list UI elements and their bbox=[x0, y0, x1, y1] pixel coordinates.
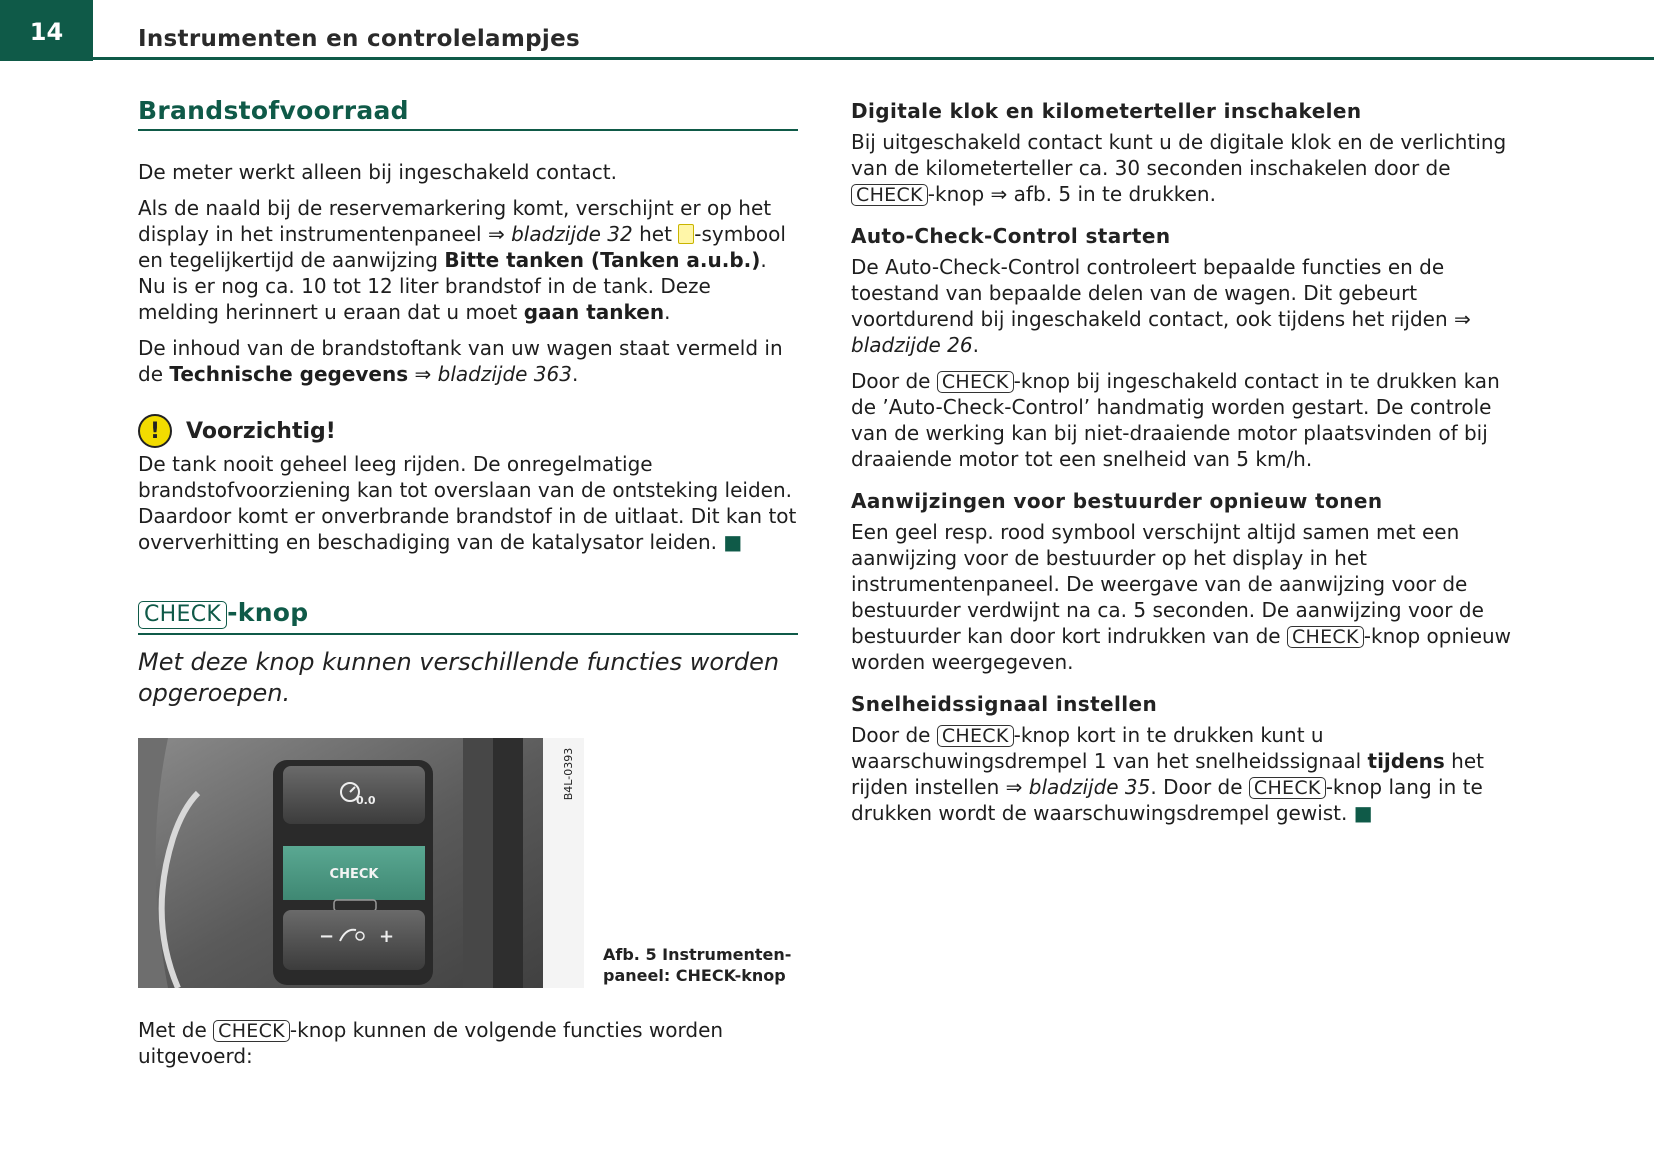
text: . Nu is er nog ca. 10 tot 12 liter brandstof in de tank. Deze melding herinnert u eraan dat u moet bbox=[138, 248, 767, 324]
caution-title: Voorzichtig! bbox=[186, 418, 336, 444]
text: . bbox=[571, 362, 579, 386]
text: -knop kunnen de volgende functies worden uitgevoerd: bbox=[138, 1018, 724, 1068]
end-mark: ■ bbox=[723, 530, 743, 554]
bold-text: tijdens bbox=[1367, 749, 1445, 773]
text: Bij uitgeschakeld contact kunt u de digitale klok en de verlichting van de kilometerteller ca. 30 seconden inschakelen door de bbox=[851, 130, 1507, 180]
text: -knop bij ingeschakeld contact in te drukken kan de ’Auto-Check-Control’ handmatig worden gestart. De controle van de werking kan bij niet-draaiende motor plaatsvinden of bij draaiende motor tot een snelheid van 5 km/h. bbox=[851, 369, 1500, 471]
check-key: CHECK bbox=[1287, 626, 1364, 648]
check-key: CHECK bbox=[937, 371, 1014, 393]
text: Door de bbox=[851, 369, 937, 393]
plus-sign: + bbox=[379, 926, 395, 947]
paragraph bbox=[851, 519, 1531, 675]
fuel-warning-icon bbox=[678, 224, 694, 244]
subsection bbox=[851, 489, 1531, 675]
subsection-title: Digitale klok en kilometerteller inschakelen bbox=[851, 99, 1362, 123]
button-top-label: 0.0 bbox=[356, 794, 376, 807]
check-key: CHECK bbox=[937, 725, 1014, 747]
subsection-title: Snelheidssignaal instellen bbox=[851, 692, 1158, 716]
subsection bbox=[851, 692, 1531, 826]
paragraph bbox=[138, 1017, 798, 1069]
paragraph bbox=[851, 129, 1531, 207]
paragraph bbox=[138, 195, 798, 325]
instrument-panel-illustration bbox=[138, 738, 584, 988]
text: . Door de bbox=[1150, 775, 1249, 799]
bold-text: gaan tanken bbox=[523, 300, 665, 324]
running-header: Instrumenten en controlelampjes bbox=[138, 26, 580, 52]
left-column bbox=[138, 96, 798, 1069]
text: -knop ⇒ afb. 5 in te drukken. bbox=[927, 182, 1216, 206]
text: De Auto-Check-Control controleert bepaalde functies en de toestand van bepaalde delen van de wagen. Dit gebeurt voortdurend bij ingeschakeld contact, ook tijdens het rijden ⇒ bbox=[851, 255, 1471, 331]
page-ref-link[interactable]: bladzijde 35 bbox=[1028, 775, 1151, 799]
subsection bbox=[851, 224, 1531, 472]
paragraph bbox=[138, 335, 798, 387]
figure-row bbox=[138, 738, 798, 988]
subsection bbox=[851, 99, 1531, 207]
arrow: ⇒ bbox=[487, 222, 512, 246]
figure-caption bbox=[603, 944, 791, 986]
right-column bbox=[851, 99, 1531, 843]
check-key: CHECK bbox=[213, 1020, 290, 1042]
header-rule bbox=[93, 57, 1654, 60]
caption-line: paneel: CHECK-knop bbox=[603, 966, 786, 985]
check-key: CHECK bbox=[1249, 777, 1326, 799]
paragraph bbox=[851, 368, 1531, 472]
text: -symbool en tegelijkertijd de aanwijzing bbox=[138, 222, 786, 272]
paragraph bbox=[851, 254, 1531, 358]
page-ref-link[interactable]: bladzijde 363 bbox=[437, 362, 572, 386]
check-key: CHECK bbox=[138, 601, 227, 629]
subsection-title: Auto-Check-Control starten bbox=[851, 224, 1171, 248]
text: -knop kort in te drukken kunt u waarschuwingsdrempel 1 van het snelheidssignaal bbox=[851, 723, 1368, 773]
section-title-check-button bbox=[138, 598, 798, 635]
paragraph: De meter werkt alleen bij ingeschakeld contact. bbox=[138, 160, 617, 184]
bold-text: Bitte tanken (Tanken a.u.b.) bbox=[444, 248, 761, 272]
text: -knop opnieuw worden weergegeven. bbox=[851, 624, 1512, 674]
text: Met de bbox=[138, 1018, 214, 1042]
text: De tank nooit geheel leeg rijden. De onregelmatige brandstofvoorziening kan tot overslaan van de ontsteking leiden. Daardoor komt er onverbrande brandstof in de uitlaat. Dit kan tot oververhitting en beschadiging van de katalysator leiden. bbox=[138, 452, 797, 554]
text: De inhoud van de brandstoftank van uw wagen staat vermeld in de bbox=[138, 336, 783, 386]
check-button-label: CHECK bbox=[329, 867, 379, 882]
page-ref-link[interactable]: bladzijde 26 bbox=[851, 333, 973, 357]
end-mark: ■ bbox=[1353, 801, 1373, 825]
caption-line: Afb. 5 Instrumenten- bbox=[603, 945, 792, 964]
page-number: 14 bbox=[0, 0, 93, 61]
text: -knop bbox=[227, 598, 309, 627]
section-title-fuel: Brandstofvoorraad bbox=[138, 96, 798, 131]
section-intro: Met deze knop kunnen verschillende functies worden opgeroepen. bbox=[138, 648, 780, 707]
instrument-panel-figure bbox=[138, 738, 584, 988]
text: . bbox=[972, 333, 979, 357]
caution-heading bbox=[138, 411, 798, 451]
paragraph bbox=[851, 722, 1531, 826]
arrow: ⇒ bbox=[1005, 775, 1029, 799]
check-key: CHECK bbox=[851, 184, 928, 206]
arrow: ⇒ bbox=[408, 362, 438, 386]
text: het bbox=[632, 222, 679, 246]
text: Een geel resp. rood symbool verschijnt altijd samen met een aanwijzing voor de bestuurder op het display in het instrumentenpaneel. De weergave van de aanwijzing voor de bestuurder verdwijnt na ca. 5 seconden. De aanwijzing voor de bestuurder kan door kort indrukken van de bbox=[851, 520, 1484, 648]
caution-text bbox=[138, 451, 798, 555]
caution-icon: ! bbox=[138, 414, 172, 448]
text: het rijden instellen bbox=[851, 749, 1484, 799]
figure-code: B4L-0393 bbox=[562, 747, 575, 801]
minus-sign: − bbox=[319, 926, 335, 947]
text: Door de bbox=[851, 723, 937, 747]
subsection-title: Aanwijzingen voor bestuurder opnieuw tonen bbox=[851, 489, 1383, 513]
text: . bbox=[664, 300, 671, 324]
text: Als de naald bij de reservemarkering komt, verschijnt er op het display in het instrumentenpaneel bbox=[138, 196, 772, 246]
page-ref-link[interactable]: bladzijde 32 bbox=[511, 222, 633, 246]
bold-text: Technische gegevens bbox=[169, 362, 409, 386]
text: -knop lang in te drukken wordt de waarschuwingsdrempel gewist. bbox=[851, 775, 1483, 825]
